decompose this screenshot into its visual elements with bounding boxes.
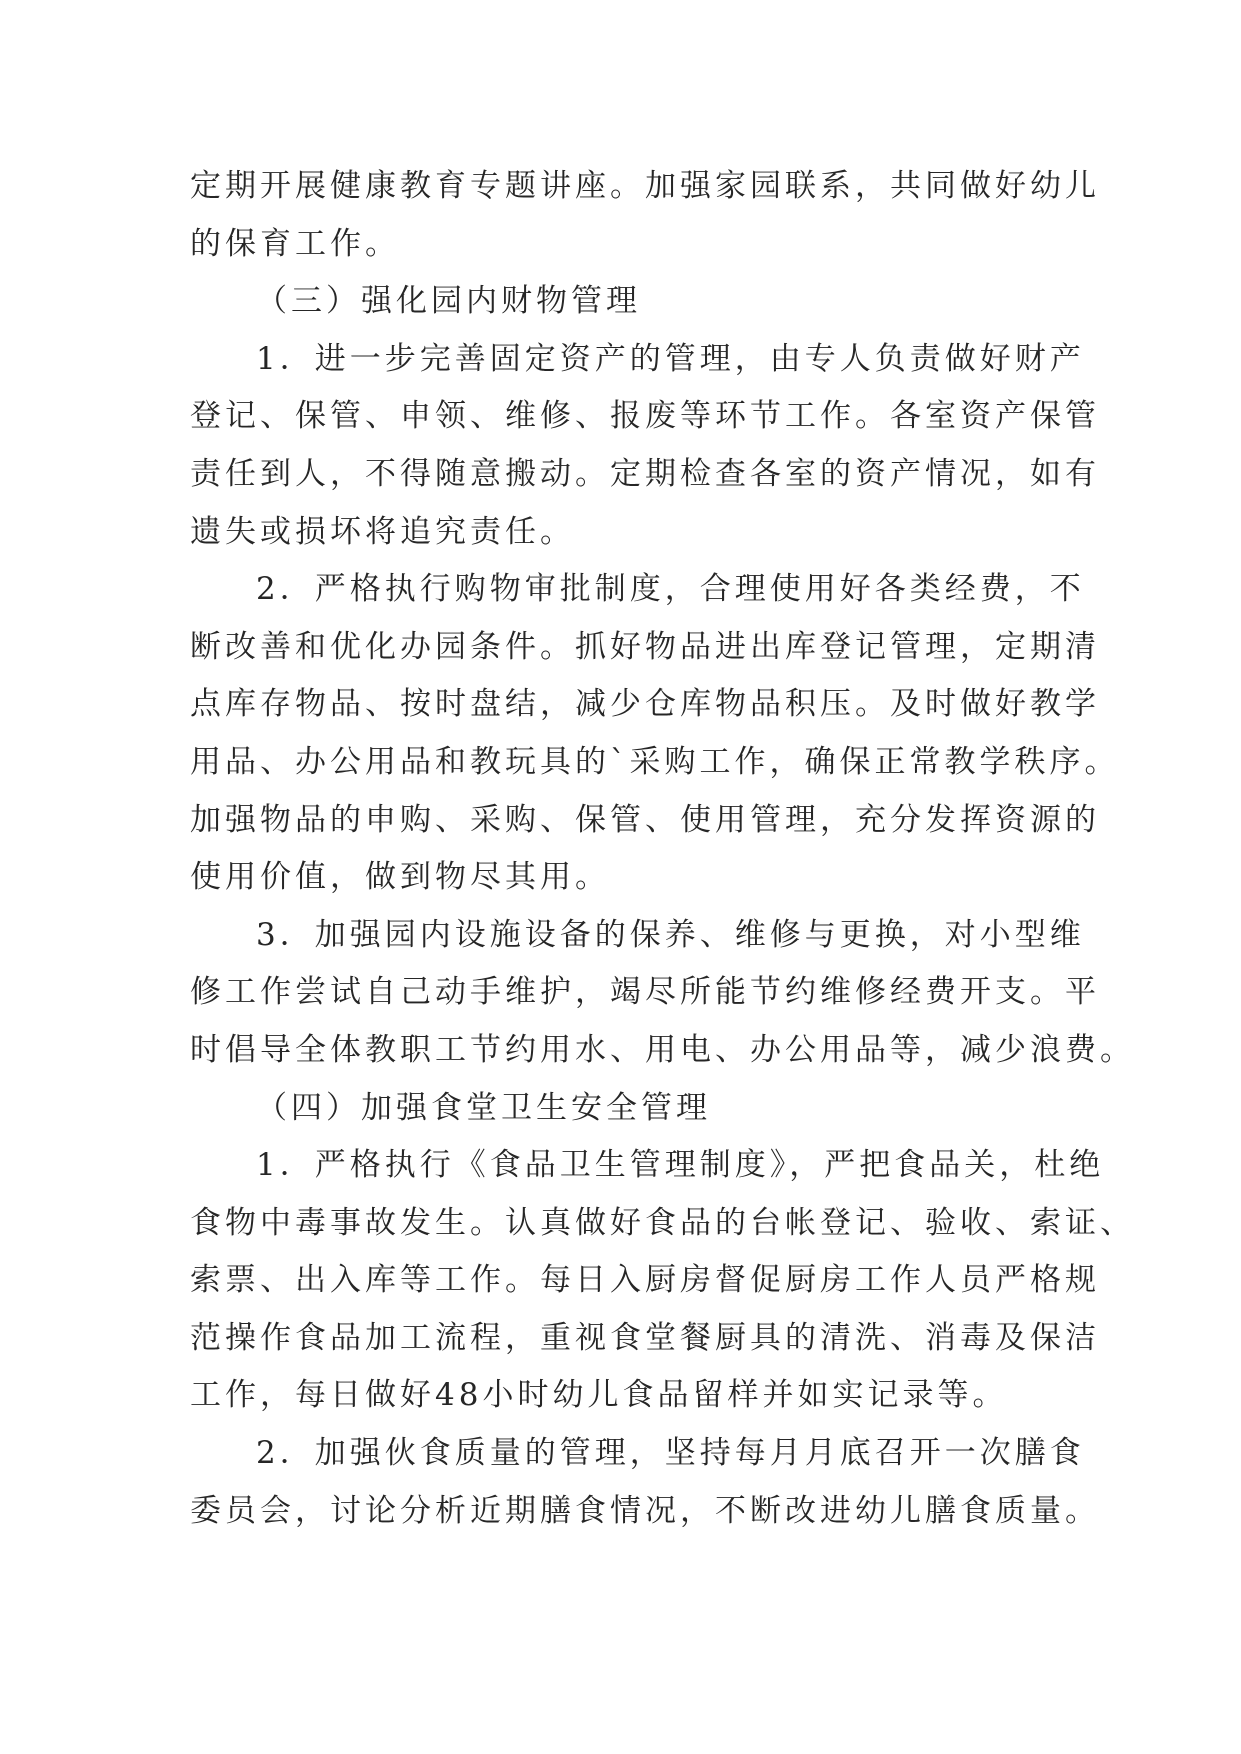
paragraph-line: 范操作食品加工流程，重视食堂餐厨具的清洗、消毒及保洁	[190, 1319, 1100, 1356]
paragraph-line: 索票、出入库等工作。每日入厨房督促厨房工作人员严格规	[190, 1262, 1100, 1299]
document-body	[190, 158, 1135, 1540]
paragraph-line: 用品、办公用品和教玩具的`采购工作，确保正常教学秩序。	[190, 743, 1120, 780]
paragraph-line: 食物中毒事故发生。认真做好食品的台帐登记、验收、索证、	[190, 1204, 1135, 1241]
paragraph-line: 登记、保管、申领、维修、报废等环节工作。各室资产保管	[190, 398, 1100, 435]
paragraph-line: 3．加强园内设施设备的保养、维修与更换，对小型维	[256, 916, 1085, 953]
paragraph-line: 点库存物品、按时盘结，减少仓库物品积压。及时做好教学	[190, 686, 1100, 723]
paragraph-line: 时倡导全体教职工节约用水、用电、办公用品等，减少浪费。	[190, 1031, 1135, 1068]
paragraph-line: 1．进一步完善固定资产的管理，由专人负责做好财产	[256, 340, 1085, 377]
paragraph-line: 加强物品的申购、采购、保管、使用管理，充分发挥资源的	[190, 801, 1100, 838]
paragraph-line: 断改善和优化办园条件。抓好物品进出库登记管理，定期清	[190, 628, 1100, 665]
paragraph-line: 定期开展健康教育专题讲座。加强家园联系，共同做好幼儿	[190, 168, 1100, 204]
paragraph-line: 使用价值，做到物尽其用。	[190, 859, 610, 896]
section-heading: （四）加强食堂卫生安全管理	[256, 1089, 711, 1126]
paragraph-line: 1．严格执行《食品卫生管理制度》，严把食品关，杜绝	[256, 1147, 1105, 1184]
paragraph-line: 责任到人，不得随意搬动。定期检查各室的资产情况，如有	[190, 455, 1100, 492]
section-heading: （三）强化园内财物管理	[256, 283, 641, 320]
paragraph-line: 的保育工作。	[190, 225, 400, 262]
paragraph-line: 工作，每日做好48小时幼儿食品留样并如实记录等。	[190, 1377, 1008, 1414]
paragraph-line: 2．加强伙食质量的管理，坚持每月月底召开一次膳食	[256, 1435, 1085, 1472]
paragraph-line: 修工作尝试自己动手维护，竭尽所能节约维修经费开支。平	[190, 974, 1100, 1011]
paragraph-line: 委员会，讨论分析近期膳食情况，不断改进幼儿膳食质量。	[190, 1492, 1100, 1529]
paragraph-line: 2．严格执行购物审批制度，合理使用好各类经费，不	[256, 571, 1085, 608]
paragraph-line: 遗失或损坏将追究责任。	[190, 513, 575, 550]
